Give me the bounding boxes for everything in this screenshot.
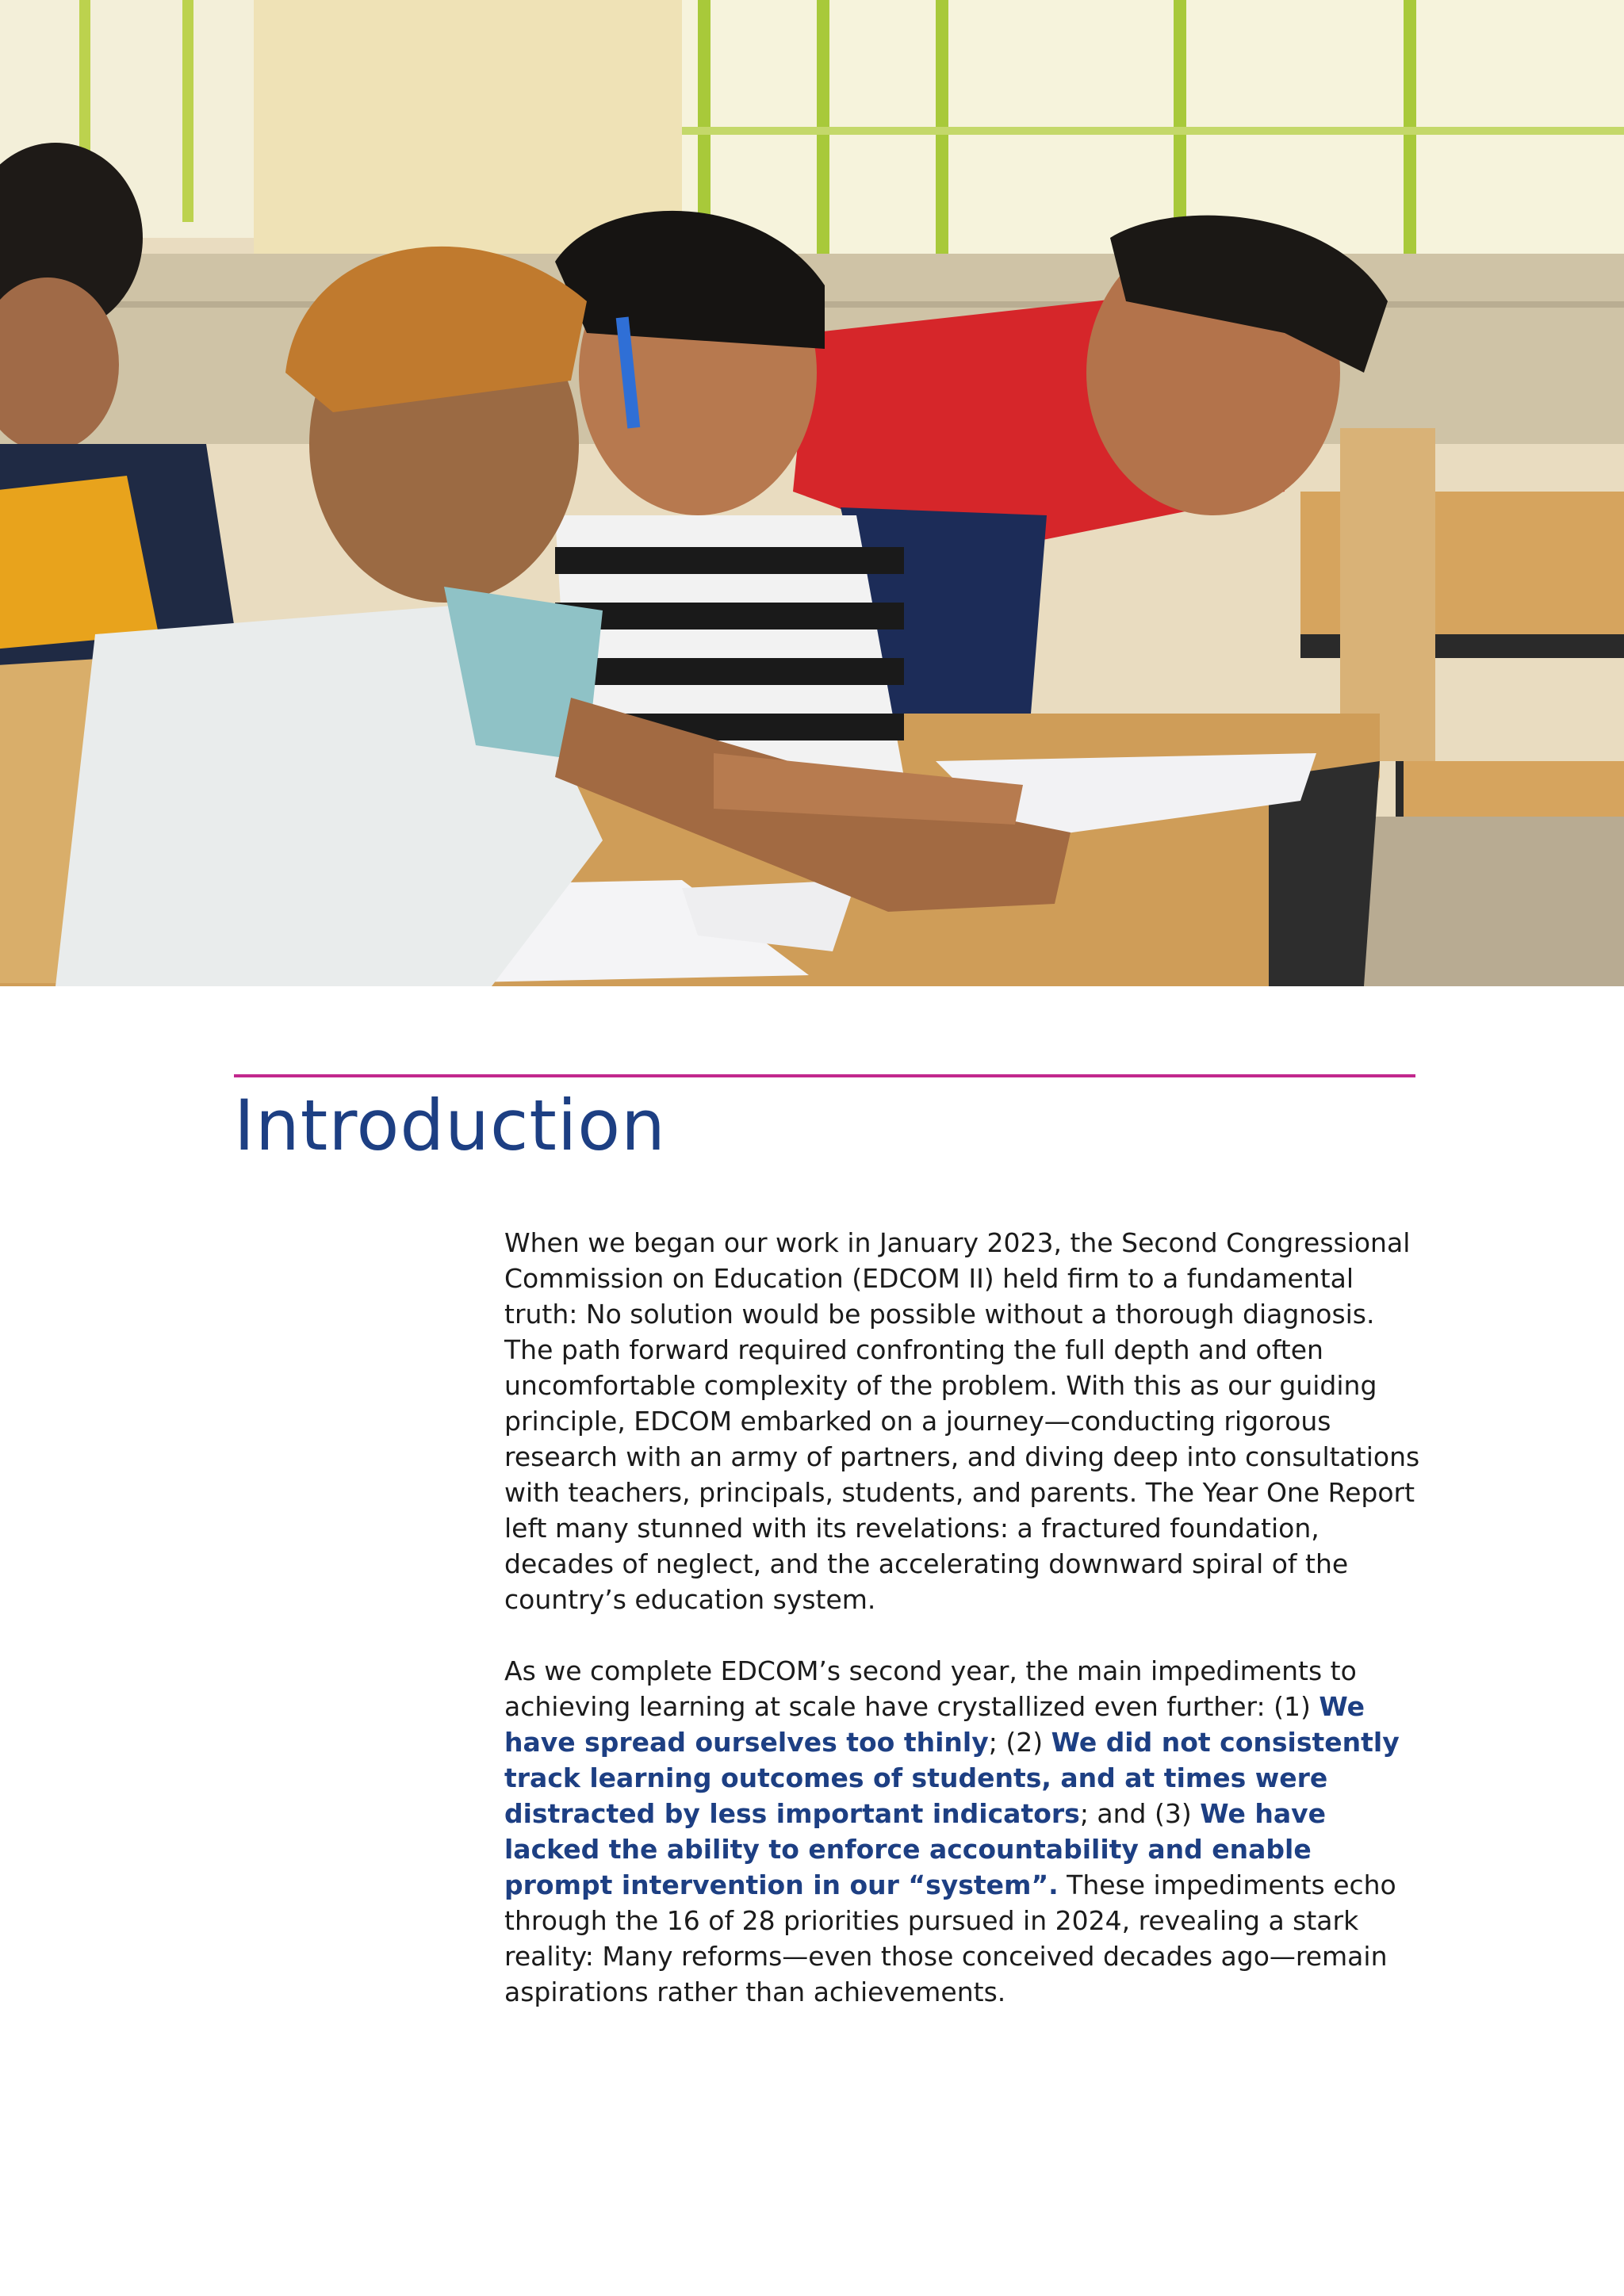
paragraph-text: As we complete EDCOM’s second year, the main impediments to achieving learning at scale have crystallized even further: (1): [504, 1655, 1357, 1722]
hero-photo: [0, 0, 1624, 986]
classroom-photo-icon: [0, 0, 1624, 986]
intro-body: [504, 1225, 1424, 2045]
accent-rule: [234, 1074, 1415, 1077]
intro-paragraph-2: [504, 1653, 1424, 2010]
paragraph-text: ; (2): [988, 1727, 1051, 1758]
highlight-impediment-3: We have lacked the ability to enforce accountability and enable prompt intervention in our “system”.: [504, 1798, 1326, 1900]
highlight-impediment-2: We did not consistently track learning outcomes of students, and at times were distracted by less important indicators: [504, 1727, 1400, 1829]
paragraph-text: ; and (3): [1079, 1798, 1201, 1829]
page-title: Introduction: [234, 1085, 666, 1166]
paragraph-text: These impediments echo through the 16 of 28 priorities pursued in 2024, revealing a stark reality: Many reforms—even those conceived decades ago—remain aspirations rather than achievements.: [504, 1869, 1396, 2007]
intro-paragraph-1: When we began our work in January 2023, the Second Congressional Commission on Education (EDCOM II) held firm to a fundamental truth: No solution would be possible without a thorough diagnosis. The path forward required confronting the full depth and often uncomfortable complexity of the problem. With this as our guiding principle, EDCOM embarked on a journey—conducting rigorous research with an army of partners, and diving deep into consultations with teachers, principals, students, and parents. The Year One Report left many stunned with its revelations: a fractured foundation, decades of neglect, and the accelerating downward spiral of the country’s education system.: [504, 1227, 1420, 1615]
highlight-impediment-1: We have spread ourselves too thinly: [504, 1691, 1365, 1758]
